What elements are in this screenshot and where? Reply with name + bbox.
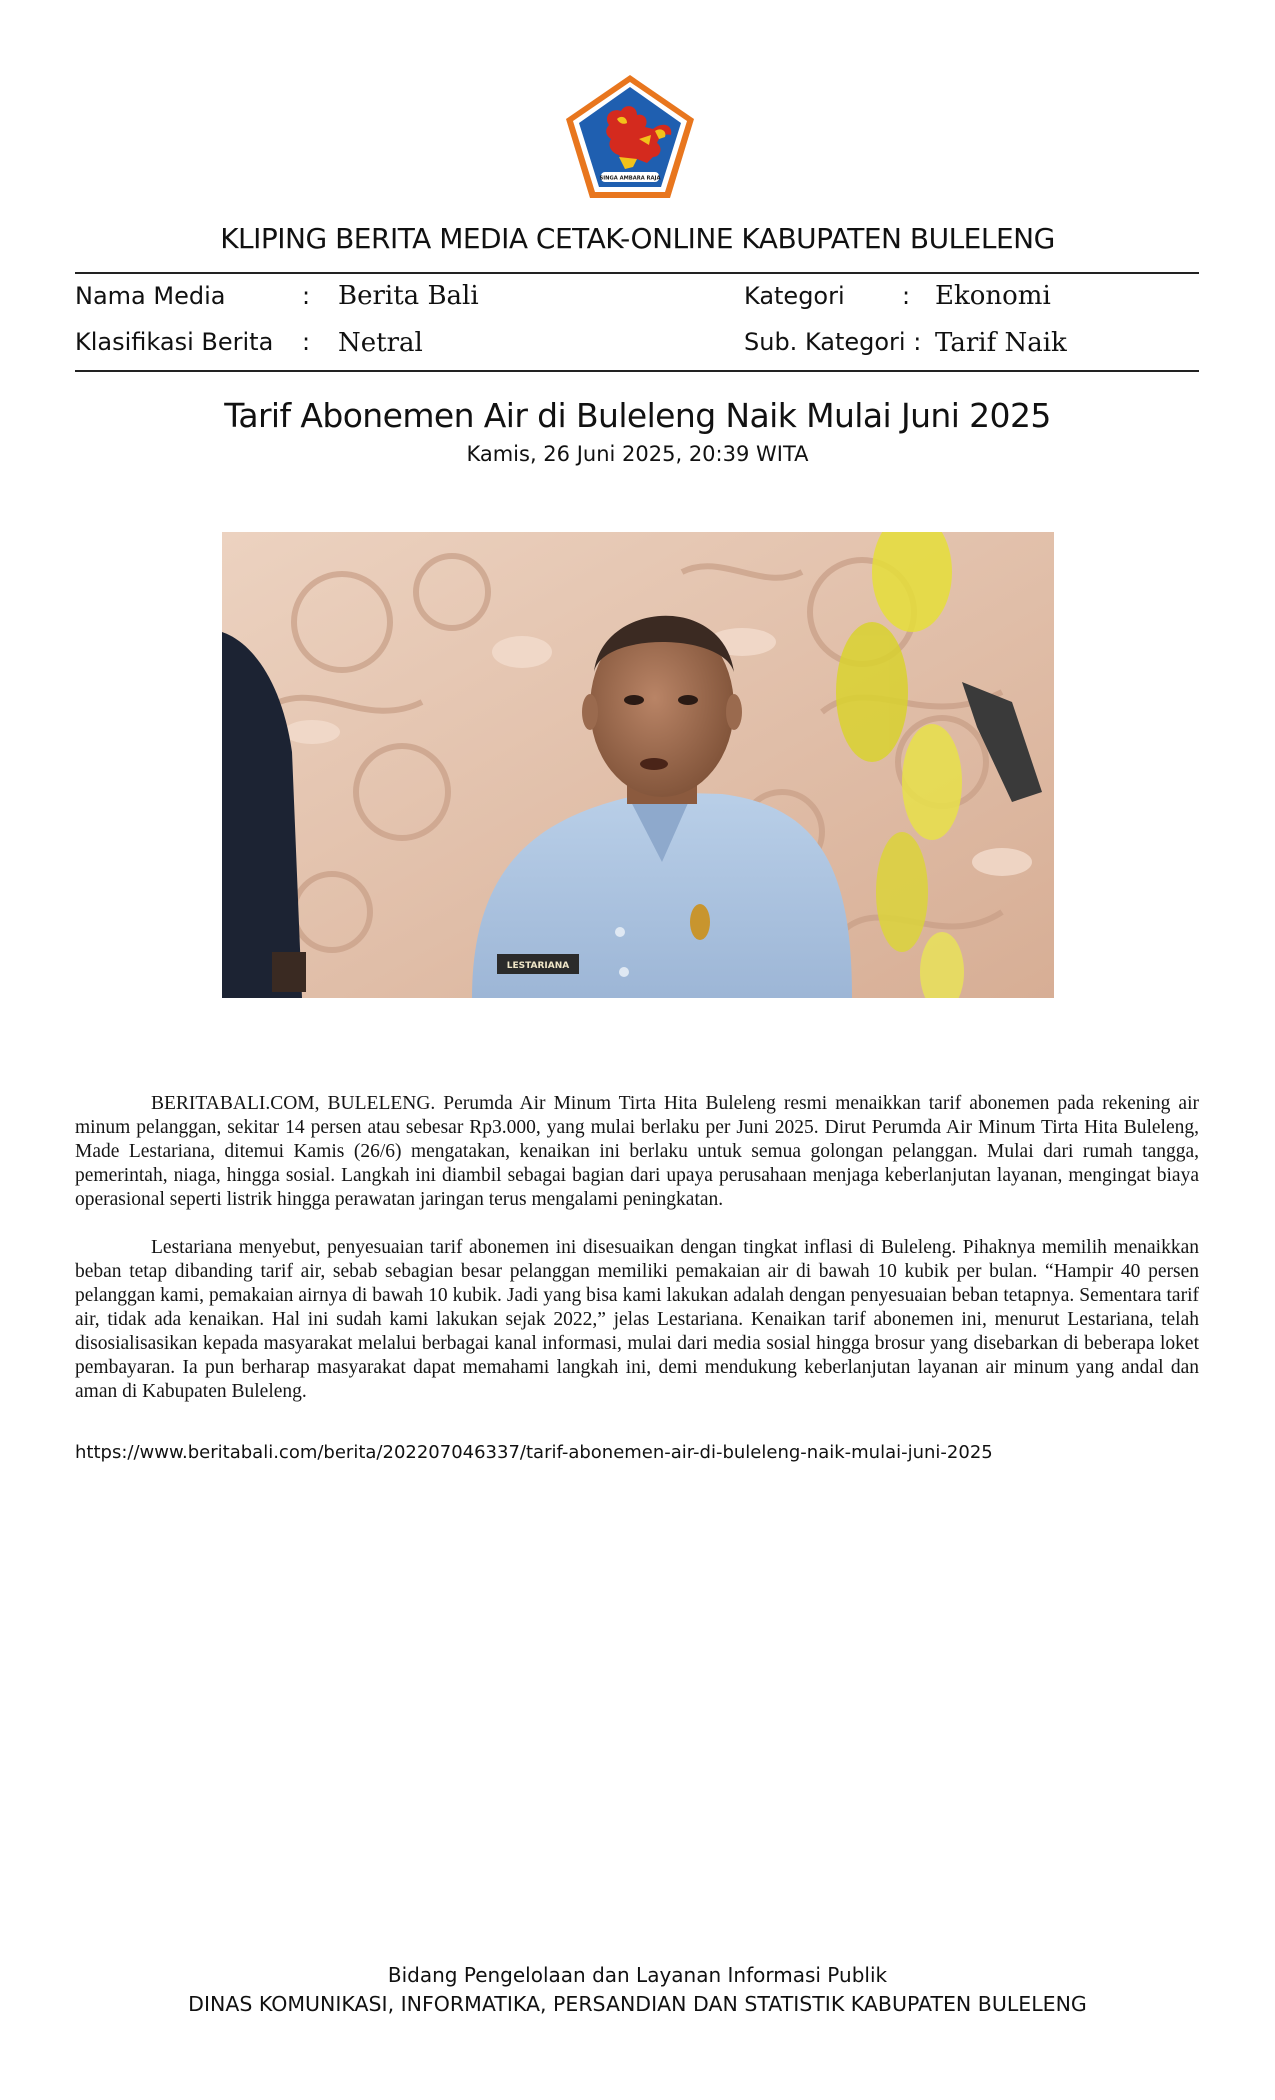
- article-photo: [222, 532, 1054, 998]
- article-body: [75, 1092, 1199, 1428]
- klasifikasi-label: Klasifikasi Berita: [75, 328, 274, 356]
- klasifikasi-separator: :: [302, 328, 311, 356]
- source-link[interactable]: https://www.beritabali.com/berita/202207046337/tarif-abonemen-air-di-buleleng-naik-mulai-juni-2025: [75, 1442, 993, 1463]
- kategori-value: Ekonomi: [935, 281, 1051, 311]
- article-paragraph: BERITABALI.COM, BULELENG. Perumda Air Minum Tirta Hita Buleleng resmi menaikkan tarif abonemen pada rekening air minum pelanggan, sekitar 14 persen atau sebesar Rp3.000, yang mulai berlaku per Juni 2025. Dirut Perumda Air Minum Tirta Hita Buleleng, Made Lestariana, ditemui Kamis (26/6) mengatakan, kenaikan ini berlaku untuk semua golongan pelanggan. Mulai dari rumah tangga, pemerintah, niaga, hingga sosial. Langkah ini diambil sebagai bagian dari upaya perusahaan menjaga keberlanjutan layanan, mengingat biaya operasional seperti listrik hingga perawatan jaringan terus mengalami peningkatan.: [75, 1093, 1199, 1210]
- buleleng-emblem-logo: [563, 73, 697, 201]
- document-title: KLIPING BERITA MEDIA CETAK-ONLINE KABUPATEN BULELENG: [220, 222, 1055, 255]
- media-value: Berita Bali: [338, 281, 479, 311]
- media-label: Nama Media: [75, 282, 226, 310]
- article-headline: Tarif Abonemen Air di Buleleng Naik Mulai Juni 2025: [224, 396, 1051, 435]
- article-dateline: Kamis, 26 Juni 2025, 20:39 WITA: [466, 442, 809, 466]
- media-separator: :: [302, 282, 311, 310]
- header-divider-bottom: [75, 370, 1199, 372]
- kategori-separator: :: [902, 282, 911, 310]
- header-divider-top: [75, 272, 1199, 274]
- footer-agency: DINAS KOMUNIKASI, INFORMATIKA, PERSANDIAN DAN STATISTIK KABUPATEN BULELENG: [188, 1992, 1087, 2016]
- footer-division: Bidang Pengelolaan dan Layanan Informasi Publik: [387, 1963, 888, 1987]
- article-paragraph: Lestariana menyebut, penyesuaian tarif abonemen ini disesuaikan dengan tingkat inflasi di Buleleng. Pihaknya memilih menaikkan beban tetap dibanding tarif air, sebab sebagian besar pelanggan memiliki pemakaian air di bawah 10 kubik per bulan. “Hampir 40 persen pelanggan kami, pemakaian airnya di bawah 10 kubik. Jadi yang bisa kami lakukan adalah dengan penyesuaian beban tetapnya. Sementara tarif air, tidak ada kenaikan. Hal ini sudah kami lakukan sejak 2022,” jelas Lestariana. Kenaikan tarif abonemen ini, menurut Lestariana, telah disosialisasikan kepada masyarakat melalui berbagai kanal informasi, mulai dari media sosial hingga brosur yang disebarkan di beberapa loket pembayaran. Ia pun berharap masyarakat dapat memahami langkah ini, demi mendukung keberlanjutan layanan air minum yang andal dan aman di Kabupaten Buleleng.: [75, 1237, 1199, 1402]
- subkategori-label: Sub. Kategori :: [744, 328, 922, 356]
- photo-name-tag-text: LESTARIANA: [506, 961, 570, 971]
- kategori-label: Kategori: [744, 282, 845, 310]
- subkategori-value: Tarif Naik: [935, 328, 1067, 358]
- logo-motto-text: SINGA AMBARA RAJA: [599, 175, 661, 182]
- klasifikasi-value: Netral: [338, 328, 423, 358]
